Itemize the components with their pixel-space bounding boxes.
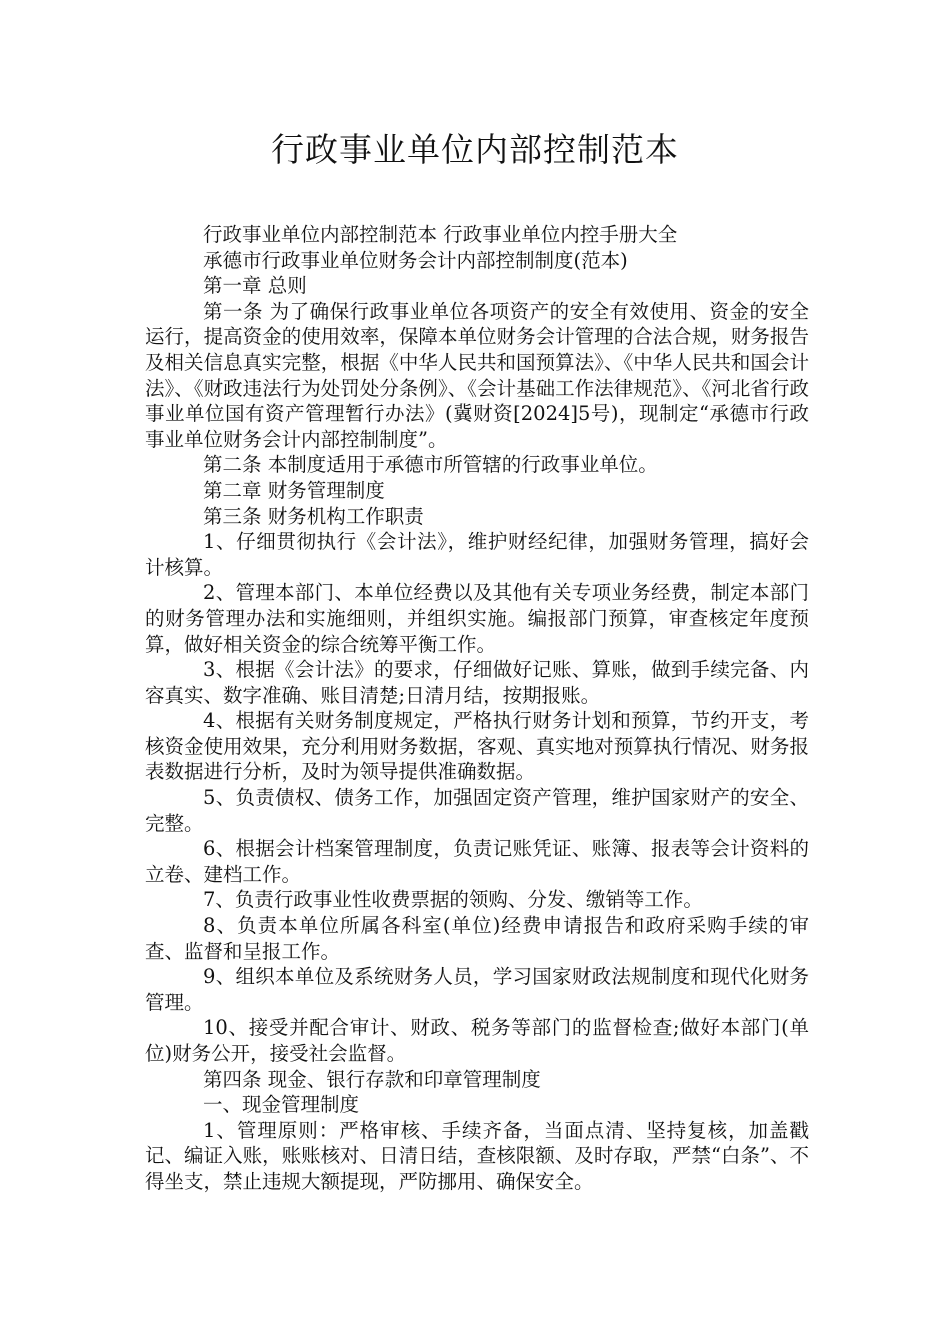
- article-heading: 第三条 财务机构工作职责: [203, 504, 424, 528]
- document-title: 行政事业单位内部控制范本: [271, 130, 679, 169]
- list-item: 6、根据会计档案管理制度，负责记账凭证、账簿、报表等会计资料的立卷、建档工作。: [145, 837, 809, 886]
- paragraph: 承德市行政事业单位财务会计内部控制制度(范本): [203, 248, 628, 272]
- list-item: 4、根据有关财务制度规定，严格执行财务计划和预算，节约开支，考核资金使用效果，充分利用财务数据，客观、真实地对预算执行情况、财务报表数据进行分析，及时为领导提供准确数据。: [145, 709, 809, 784]
- list-item: 9、组织本单位及系统财务人员，学习国家财政法规制度和现代化财务管理。: [145, 965, 809, 1014]
- list-item: 8、负责本单位所属各科室(单位)经费申请报告和政府采购手续的审查、监督和呈报工作。: [145, 914, 809, 963]
- chapter-heading: 第二章 财务管理制度: [203, 478, 385, 502]
- list-item: 1、仔细贯彻执行《会计法》，维护财经纪律，加强财务管理，搞好会计核算。: [145, 530, 809, 579]
- article-paragraph: 第二条 本制度适用于承德市所管辖的行政事业单位。: [203, 453, 658, 477]
- section-heading: 一、现金管理制度: [203, 1093, 360, 1117]
- chapter-heading: 第一章 总则: [203, 274, 307, 298]
- article-paragraph: 第一条 为了确保行政事业单位各项资产的安全有效使用、资金的安全运行，提高资金的使用效率，保障本单位财务会计管理的合法合规，财务报告及相关信息真实完整，根据《中华人民共和国预算法》、《中华人民共和国会计法》、《财政违法行为处罚处分条例》、《会计基础工作法律规范》、《河北省行政事业单位国有资产管理暂行办法》(冀财资[2024]5号)，现制定“承德市行政事业单位财务会计内部控制制度”。: [145, 299, 809, 451]
- article-heading: 第四条 现金、银行存款和印章管理制度: [203, 1067, 541, 1091]
- paragraph: 行政事业单位内部控制范本 行政事业单位内控手册大全: [203, 223, 678, 246]
- list-item: 3、根据《会计法》的要求，仔细做好记账、算账，做到手续完备、内容真实、数字准确、账目清楚;日清月结，按期报账。: [145, 658, 809, 707]
- document-body: [145, 222, 809, 1195]
- list-item: 7、负责行政事业性收费票据的领购、分发、缴销等工作。: [203, 888, 703, 912]
- list-item: 5、负责债权、债务工作，加强固定资产管理，维护国家财产的安全、完整。: [145, 786, 809, 835]
- list-item: 2、管理本部门、本单位经费以及其他有关专项业务经费，制定本部门的财务管理办法和实施细则，并组织实施。编报部门预算，审查核定年度预算，做好相关资金的综合统筹平衡工作。: [145, 581, 809, 656]
- list-item: 1、管理原则：严格审核、手续齐备，当面点清、坚持复核，加盖戳记、编证入账，账账核对、日清日结，查核限额、及时存取，严禁“白条”、不得坐支，禁止违规大额提现，严防挪用、确保安全。: [145, 1118, 809, 1193]
- list-item: 10、接受并配合审计、财政、税务等部门的监督检查;做好本部门(单位)财务公开，接受社会监督。: [145, 1016, 809, 1065]
